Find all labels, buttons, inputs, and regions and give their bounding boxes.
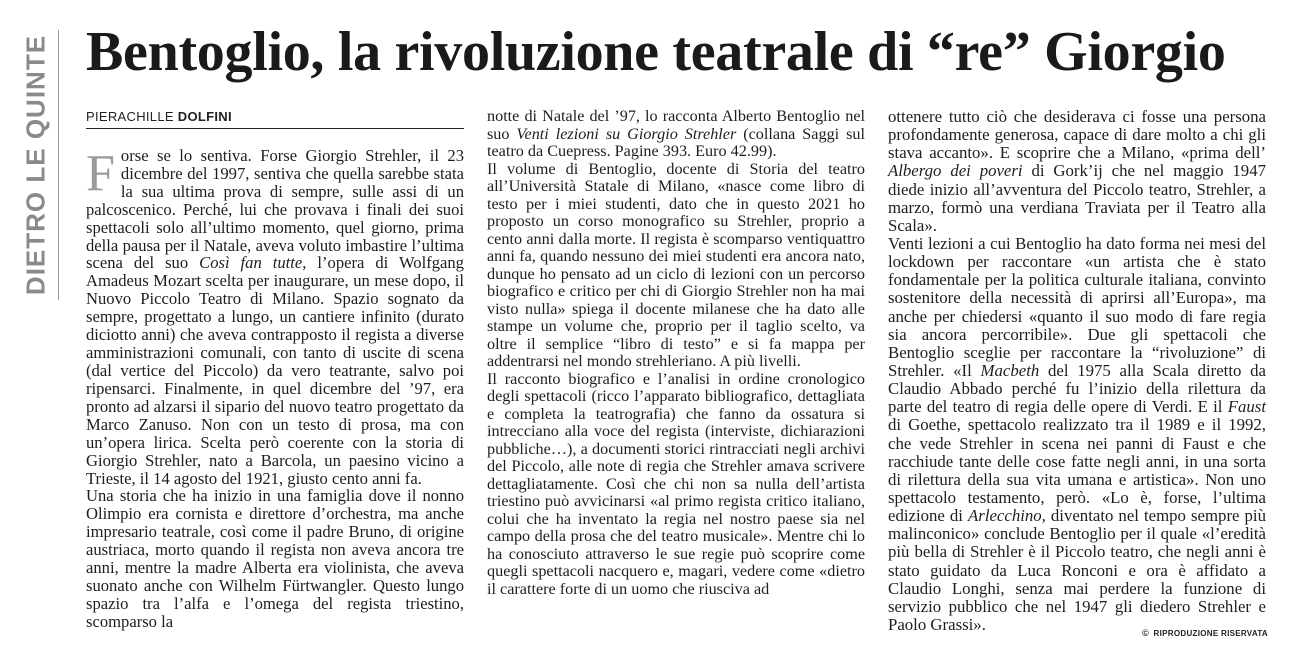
italic-title: Venti lezioni su Giorgio Strehler: [516, 124, 737, 143]
italic-title: Macbeth: [980, 360, 1040, 380]
paragraph: [888, 235, 1266, 634]
paragraph: [888, 108, 1266, 235]
byline-last-name: DOLFINI: [177, 109, 232, 124]
text-run: di Goethe, spettacolo realizzato tra il 1989 e il 1992, che vede Strehler in scena nei panni di Faust e che racchiude tante delle cose fatte negli anni, in una sorta di rilettura della sua vita umana e artistica». Non uno spettacolo testamento, però. «Lo è, forse, l’ultima edizione di: [888, 415, 1266, 526]
text-run: di Gork’ij che nel maggio 1947 diede inizio all’avventura del Piccolo teatro, Strehler, a marzo, formò una verdiana Traviata per il Teatro alla Scala».: [888, 161, 1266, 235]
paragraph: Una storia che ha inizio in una famiglia dove il nonno Olimpio era cornista e direttore d’orchestra, ma anche impresario teatrale, così come il padre Bruno, di origine austriaca, morto quando il regista non aveva ancora tre anni, mentre la madre Alberta era violinista, che aveva suonato anche con Wilhelm Fürtwangler. Questo lungo spazio tra l’alfa e l’omega del regista triestino, scomparso la: [86, 486, 464, 631]
article-column-1: [86, 108, 464, 631]
paragraph: [487, 108, 865, 161]
copyright-text: RIPRODUZIONE RISERVATA: [1153, 629, 1268, 638]
byline-first-name: PIERACHILLE: [86, 109, 174, 124]
text-run: (collana Saggi sul teatro da Cuepress. Pagine 393. Euro 42.99).: [487, 124, 865, 160]
text-run: orse se lo sentiva. Forse Giorgio Strehler, il 23 dicembre del 1997, sentiva che quella sarebbe stata la sua ultima prova di sempre, sulle assi di un palcoscenico. Perché, lui che provava i finali dei suoi spettacoli solo all’ultimo momento, quel giorno, prima della pausa per il Natale, aveva voluto imbastire l’ultima scena del suo: [86, 145, 464, 273]
italic-title: Arlecchino: [968, 506, 1042, 526]
paragraph: Il racconto biografico e l’analisi in ordine cronologico degli spettacoli (ricco l’apparato bibliografico, dettagliata e completa la teatrografia) che fanno da ossatura si intrecciano alla voce del regista (interviste, dichiarazioni pubbliche…), a documenti storici rintracciati negli archivi del Piccolo, alle note di regia che Strehler amava scrivere dettagliatamente. Così che chi non sa nulla dell’artista triestino può avvicinarsi «al primo regista critico italiano, colui che ha inventato la regia nel nostro paese sia nel campo della prosa che del teatro musicale». Mentre chi lo ha conosciuto attraverso le sue regie può scoprire come quegli spettacoli nacquero e, magari, vedere come «dietro il carattere forte di un uomo che riusciva ad: [487, 369, 865, 598]
article-column-3: [888, 108, 1266, 634]
text-run: , l’opera di Wolfgang Amadeus Mozart scelta per inaugurare, un mese dopo, il Nuovo Piccolo Teatro di Milano. Spazio sognato da sempre, progettato a lungo, un cantiere infinito (durato diciotto anni) che aveva contrapposto il regista a diverse amministrazioni comunali, con tanto di uscite di scena (dal vertice del Piccolo) da vero teatrante, salvo poi ripensarci. Finalmente, in quel dicembre del ’97, era pronto ad alzarsi il sipario del nuovo teatro progettato da Marco Zanuso. Non con un testo di prosa, ma con un’opera lirica. Scelta però coerente con la storia di Giorgio Strehler, nato a Barcola, un paesino vicino a Trieste, il 14 agosto del 1921, giusto cento anni fa.: [86, 253, 464, 488]
headline: Bentoglio, la rivoluzione teatrale di “re” Giorgio: [86, 21, 1226, 83]
copyright-icon: ©: [1142, 628, 1149, 638]
text-run: notte di Natale del ’97, lo racconta Alberto Bentoglio nel suo: [487, 107, 865, 143]
rubric-label: DIETRO LE QUINTE: [20, 34, 51, 296]
text-run: , diventato nel tempo sempre più malinconico» conclude Bentoglio per il quale «l’eredità più bella di Strehler è il Piccolo teatro, che negli anni è stato guidato da Luca Ronconi e ora è affidato a Claudio Longhi, senza mai perdere la funzione di servizio pubblico che nel 1947 gli diedero Strehler e Paolo Grassi».: [888, 506, 1266, 634]
italic-title: Albergo dei poveri: [888, 161, 1023, 181]
byline: [86, 108, 464, 129]
drop-cap: F: [86, 144, 115, 202]
text-run: ottenere tutto ciò che desiderava ci fosse una persona profondamente generosa, capace di dare molto a chi gli stava accanto». E scoprire che a Milano, «prima dell’: [888, 107, 1266, 163]
section-rubric: [14, 30, 59, 300]
italic-title: Così fan tutte: [199, 253, 303, 273]
text-run: del 1975 alla Scala diretto da Claudio Abbado perché fu l’inizio della rilettura da parte del teatro di regia delle opere di Verdi. E il: [888, 360, 1266, 417]
article-column-2: [487, 108, 865, 598]
paragraph: Il volume di Bentoglio, docente di Storia del teatro all’Università Statale di Milano, «nasce come libro di testo per i miei studenti, dato che in questo 2021 ho proposto un corso monografico su Strehler, proprio a cento anni dalla morte. Il regista è scomparso ventiquattro anni fa, quando nessuno dei miei studenti era ancora nato, dunque ho pensato ad un ciclo di lezioni con un percorso biografico e critico per chi di Giorgio Strehler non ha mai visto nulla» spiega il docente milanese che ha dato alle stampe un volume che, proprio per il taglio scelto, va oltre il semplice “libro di testo” e si fa mappa per addentrarsi nel mondo strehleriano. A più livelli.: [487, 159, 865, 370]
copyright-notice: [1142, 628, 1268, 638]
paragraph: [86, 144, 464, 488]
text-run: Venti lezioni a cui Bentoglio ha dato forma nei mesi del lockdown per raccontare «un artista che è stato fondamentale per la politica culturale italiana, convinto sostenitore della necessità di aprirsi all’Europa», ma anche per chiedersi «quanto il suo modo di fare regia sia ancora percorribile». Due gli spettacoli che Bentoglio sceglie per raccontare la “rivoluzione” di Strehler. «Il: [888, 233, 1266, 380]
italic-title: Faust: [1227, 397, 1266, 417]
